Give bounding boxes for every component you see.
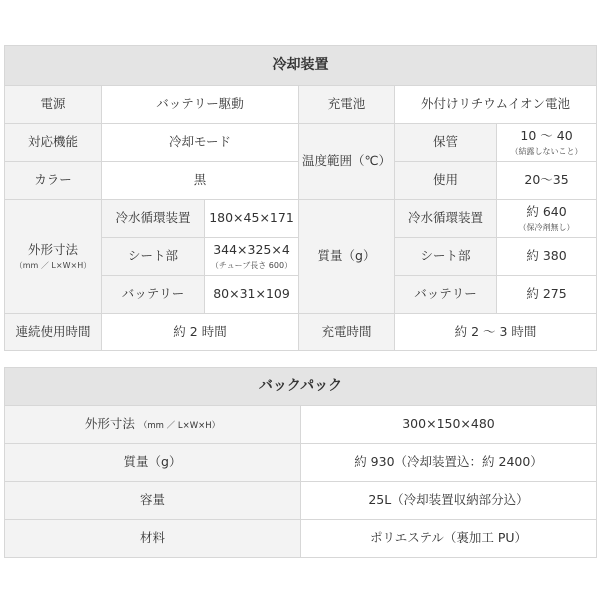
use-value: 20～35 (497, 162, 597, 200)
battery-value: 外付けリチウムイオン電池 (395, 86, 597, 124)
bp-material-label: 材料 (5, 520, 301, 558)
mass-row-value: 約 380 (497, 238, 597, 276)
dims-row-value: 80×31×109 (205, 276, 299, 314)
bp-dims-label: 外形寸法 (84, 416, 135, 432)
dims-row-note: （チューブ長さ 600） (210, 260, 293, 270)
mode-value: 冷却モード (102, 124, 299, 162)
dims-row-cell (205, 238, 299, 276)
dims-row-label: シート部 (102, 238, 205, 276)
storage-note: （結露しないこと） (510, 146, 583, 156)
mode-label: 対応機能 (5, 124, 102, 162)
storage-cell (497, 124, 597, 162)
dims-row-label: バッテリー (102, 276, 205, 314)
mass-row-value: 約 640 (526, 204, 567, 220)
dims-row-value: 180×45×171 (205, 200, 299, 238)
mass-row-note: （保冷剤無し） (518, 222, 575, 232)
storage-value: 10 ～ 40 (520, 128, 573, 144)
bp-capacity-label: 容量 (5, 482, 301, 520)
dims-row-label: 冷水循環装置 (102, 200, 205, 238)
use-label: 使用 (395, 162, 497, 200)
mass-label: 質量（g） (299, 200, 395, 314)
bp-dims-label-cell (5, 406, 301, 444)
mass-row-label: バッテリー (395, 276, 497, 314)
cooling-title: 冷却装置 (5, 46, 597, 86)
cooling-spec-table (4, 45, 597, 351)
dims-unit: （mm ／ L×W×H） (14, 260, 92, 270)
mass-row-cell (497, 200, 597, 238)
charge-time-label: 充電時間 (299, 314, 395, 351)
dims-label: 外形寸法 (27, 242, 78, 258)
bp-mass-label: 質量（g） (5, 444, 301, 482)
temp-range-label: 温度範囲（℃） (299, 124, 395, 200)
mass-row-label: シート部 (395, 238, 497, 276)
bp-capacity-value: 25L（冷却装置収納部分込） (301, 482, 597, 520)
mass-row-value: 約 275 (497, 276, 597, 314)
dims-row-value: 344×325×4 (213, 242, 290, 258)
battery-label: 充電池 (299, 86, 395, 124)
bp-material-value: ポリエステル（裏加工 PU） (301, 520, 597, 558)
continuous-use-label: 連続使用時間 (5, 314, 102, 351)
continuous-use-value: 約 2 時間 (102, 314, 299, 351)
bp-mass-value: 約 930（冷却装置込：約 2400） (301, 444, 597, 482)
bp-dims-value: 300×150×480 (301, 406, 597, 444)
storage-label: 保管 (395, 124, 497, 162)
dims-label-cell (5, 200, 102, 314)
power-source-label: 電源 (5, 86, 102, 124)
mass-row-label: 冷水循環装置 (395, 200, 497, 238)
backpack-title: バックパック (5, 368, 597, 406)
bp-dims-unit: （mm ／ L×W×H） (138, 421, 221, 432)
color-value: 黒 (102, 162, 299, 200)
power-source-value: バッテリー駆動 (102, 86, 299, 124)
charge-time-value: 約 2 ～ 3 時間 (395, 314, 597, 351)
backpack-spec-table (4, 367, 597, 558)
color-label: カラー (5, 162, 102, 200)
